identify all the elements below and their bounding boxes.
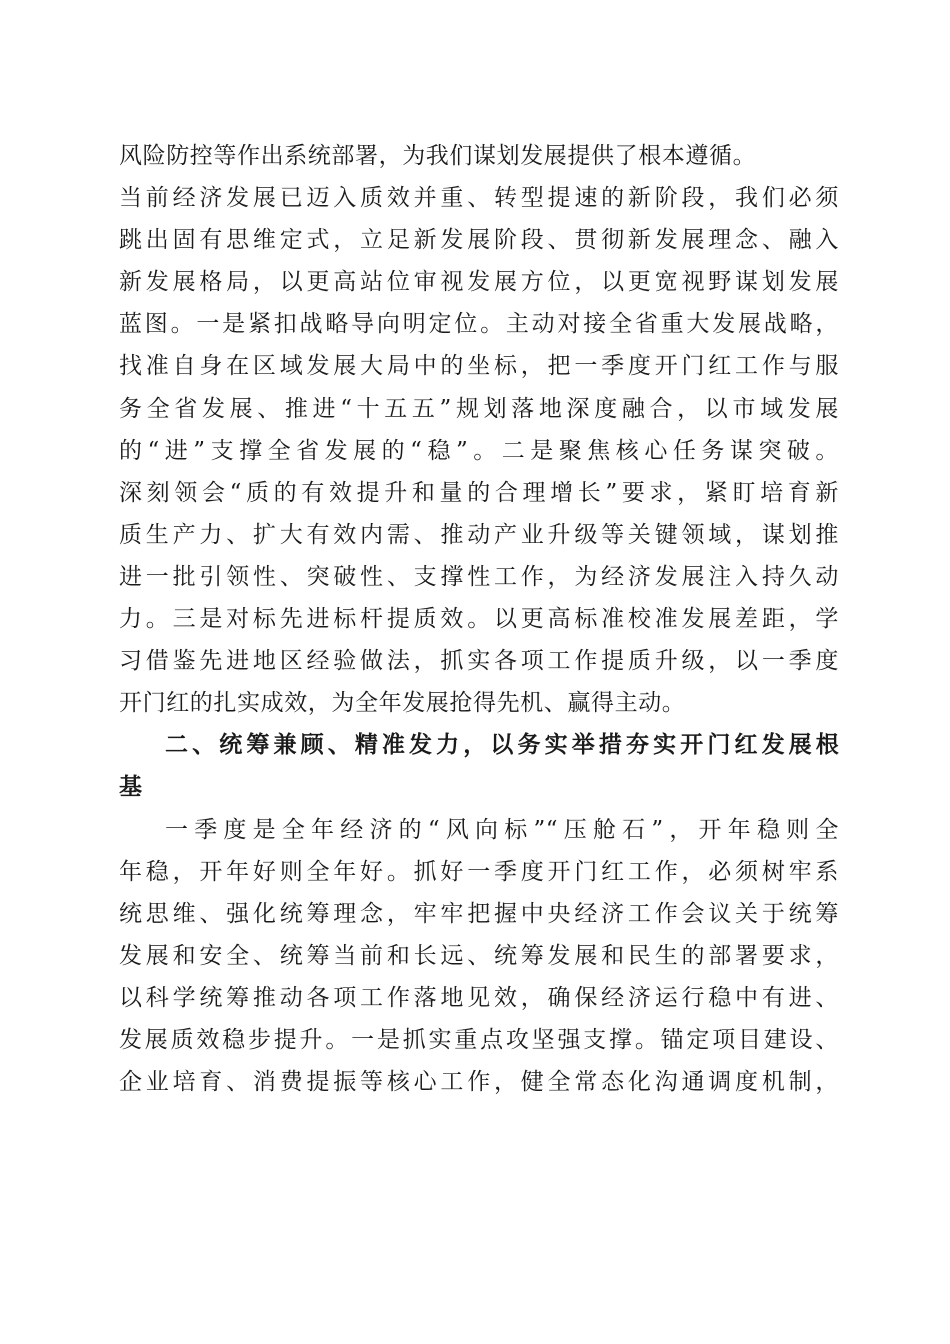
text-line: 蓝图。一是紧扣战略导向明定位。主动对接全省重大发展战略， — [119, 311, 839, 338]
text-line: 新发展格局，以更高站位审视发展方位，以更宽视野谋划发展 — [119, 269, 839, 296]
text-line: 当前经济发展已迈入质效并重、转型提速的新阶段，我们必须 — [119, 185, 839, 212]
text-line: 找准自身在区域发展大局中的坐标，把一季度开门红工作与服 — [119, 353, 839, 380]
text-line: 统思维、强化统筹理念，牢牢把握中央经济工作会议关于统筹 — [119, 900, 839, 927]
text-line: 开门红的扎实成效，为全年发展抢得先机、赢得主动。 — [119, 690, 686, 717]
text-line: 发展质效稳步提升。一是抓实重点攻坚强支撑。锚定项目建设、 — [119, 1026, 839, 1053]
heading-line: 基 — [119, 774, 143, 801]
document-body — [119, 135, 839, 1103]
text-line: 的“进”支撑全省发展的“稳”。二是聚焦核心任务谋突破。 — [119, 437, 839, 464]
text-line: 质生产力、扩大有效内需、推动产业升级等关键领域，谋划推 — [119, 521, 839, 548]
text-line: 企业培育、消费提振等核心工作，健全常态化沟通调度机制， — [119, 1069, 839, 1096]
paragraph-strategic-positioning — [119, 135, 839, 724]
text-line: 风险防控等作出系统部署，为我们谋划发展提供了根本遵循。 — [119, 143, 757, 169]
paragraph-overall-planning — [119, 809, 839, 1104]
text-line: 年稳，开年好则全年好。抓好一季度开门红工作，必须树牢系 — [119, 858, 839, 885]
section-heading — [119, 724, 839, 808]
text-line: 习借鉴先进地区经验做法，抓实各项工作提质升级，以一季度 — [119, 648, 839, 675]
text-line: 以科学统筹推动各项工作落地见效，确保经济运行稳中有进、 — [119, 984, 839, 1011]
heading-line: 二、统筹兼顾、精准发力，以务实举措夯实开门红发展根 — [165, 732, 839, 759]
text-line: 务全省发展、推进“十五五”规划落地深度融合，以市域发展 — [119, 395, 839, 422]
text-line: 一季度是全年经济的“风向标”“压舱石”，开年稳则全 — [165, 816, 839, 843]
text-line: 进一批引领性、突破性、支撑性工作，为经济发展注入持久动 — [119, 563, 839, 590]
text-line: 跳出固有思维定式，立足新发展阶段、贯彻新发展理念、融入 — [119, 227, 839, 254]
text-line: 深刻领会“质的有效提升和量的合理增长”要求，紧盯培育新 — [119, 479, 839, 506]
text-line: 力。三是对标先进标杆提质效。以更高标准校准发展差距，学 — [119, 606, 839, 633]
text-line: 发展和安全、统筹当前和长远、统筹发展和民生的部署要求， — [119, 942, 839, 969]
